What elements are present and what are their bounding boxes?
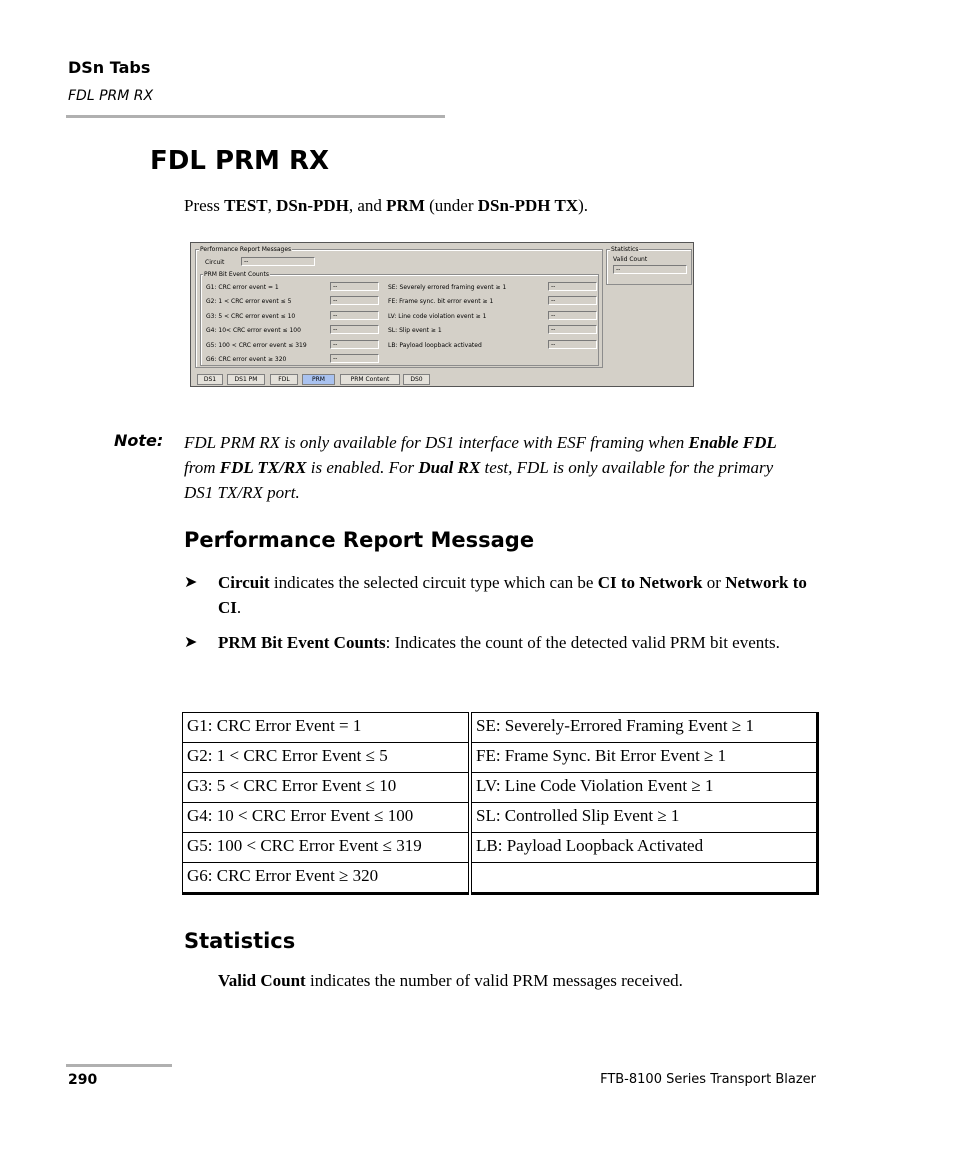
tab-fdl[interactable]: FDL [270,374,298,385]
event-table [182,712,819,895]
table-cell: G1: CRC Error Event = 1 [183,713,471,743]
prm-screenshot [190,242,694,387]
lb-label: LB: Payload loopback activated [388,342,482,349]
g6-field[interactable]: -- [330,354,379,363]
bullet-prm-text: PRM Bit Event Counts: Indicates the count of the detected valid PRM bit events. [218,633,780,652]
table-row [183,833,818,863]
circuit-label: Circuit [205,259,225,266]
running-header-subtitle: FDL PRM RX [68,88,154,104]
g4-label: G4: 10< CRC error event ≤ 100 [206,327,301,334]
g6-label: G6: CRC error event ≥ 320 [206,356,287,363]
table-cell: SE: Severely-Errored Framing Event ≥ 1 [470,713,818,743]
table-row [183,863,818,894]
tab-ds0[interactable]: DS0 [403,374,430,385]
lb-field[interactable]: -- [548,340,597,349]
performance-report-group-title: Performance Report Messages [200,246,292,253]
lv-label: LV: Line code violation event ≥ 1 [388,313,487,320]
tab-prm[interactable]: PRM [302,374,335,385]
valid-count-label: Valid Count [613,256,648,263]
note-label: Note: [114,431,164,450]
table-cell: LV: Line Code Violation Event ≥ 1 [470,773,818,803]
table-cell: G2: 1 < CRC Error Event ≤ 5 [183,743,471,773]
sl-label: SL: Slip event ≥ 1 [388,327,442,334]
circuit-field[interactable]: -- [241,257,315,266]
statistics-group-title: Statistics [611,246,639,253]
g1-label: G1: CRC error event = 1 [206,284,279,291]
bullet-arrow-icon: ➤ [184,574,198,591]
table-cell: G6: CRC Error Event ≥ 320 [183,863,471,894]
g5-label: G5: 100 < CRC error event ≤ 319 [206,342,307,349]
tab-prm-content[interactable]: PRM Content [340,374,400,385]
bit-event-counts-title: PRM Bit Event Counts [204,271,269,278]
intro-paragraph: Press TEST, DSn-PDH, and PRM (under DSn-PDH TX). [184,196,588,215]
page-title: FDL PRM RX [150,146,330,176]
table-cell: LB: Payload Loopback Activated [470,833,818,863]
se-field[interactable]: -- [548,282,597,291]
fe-label: FE: Frame sync. bit error event ≥ 1 [388,298,494,305]
section-heading-statistics: Statistics [184,929,296,953]
bullet-circuit-text: Circuit indicates the selected circuit type which can be CI to Network or Network to CI. [218,573,807,617]
g3-field[interactable]: -- [330,311,379,320]
valid-count-field[interactable]: -- [613,265,687,274]
table-cell [470,863,818,894]
running-header-title: DSn Tabs [68,58,151,77]
note-text: FDL PRM RX is only available for DS1 interface with ESF framing when Enable FDL from FDL TX/RX is enabled. For Dual RX test, FDL is only available for the primary DS1 TX/RX port. [184,433,777,502]
table-cell: G3: 5 < CRC Error Event ≤ 10 [183,773,471,803]
fe-field[interactable]: -- [548,296,597,305]
page-number: 290 [68,1072,98,1088]
statistics-paragraph: Valid Count indicates the number of valid PRM messages received. [218,971,683,990]
table-cell: G4: 10 < CRC Error Event ≤ 100 [183,803,471,833]
footer-rule [66,1064,172,1067]
tab-ds1[interactable]: DS1 [197,374,223,385]
lv-field[interactable]: -- [548,311,597,320]
tab-ds1-pm[interactable]: DS1 PM [227,374,265,385]
section-heading-performance-report: Performance Report Message [184,528,535,552]
footer-product: FTB-8100 Series Transport Blazer [600,1072,816,1087]
g3-label: G3: 5 < CRC error event ≤ 10 [206,313,296,320]
table-cell: FE: Frame Sync. Bit Error Event ≥ 1 [470,743,818,773]
g1-field[interactable]: -- [330,282,379,291]
g4-field[interactable]: -- [330,325,379,334]
sl-field[interactable]: -- [548,325,597,334]
g2-field[interactable]: -- [330,296,379,305]
table-row [183,713,818,743]
table-cell: SL: Controlled Slip Event ≥ 1 [470,803,818,833]
se-label: SE: Severely errored framing event ≥ 1 [388,284,507,291]
table-row [183,743,818,773]
table-cell: G5: 100 < CRC Error Event ≤ 319 [183,833,471,863]
table-row [183,803,818,833]
g5-field[interactable]: -- [330,340,379,349]
g2-label: G2: 1 < CRC error event ≤ 5 [206,298,292,305]
bullet-arrow-icon: ➤ [184,634,198,651]
header-rule [66,115,445,118]
table-row [183,773,818,803]
